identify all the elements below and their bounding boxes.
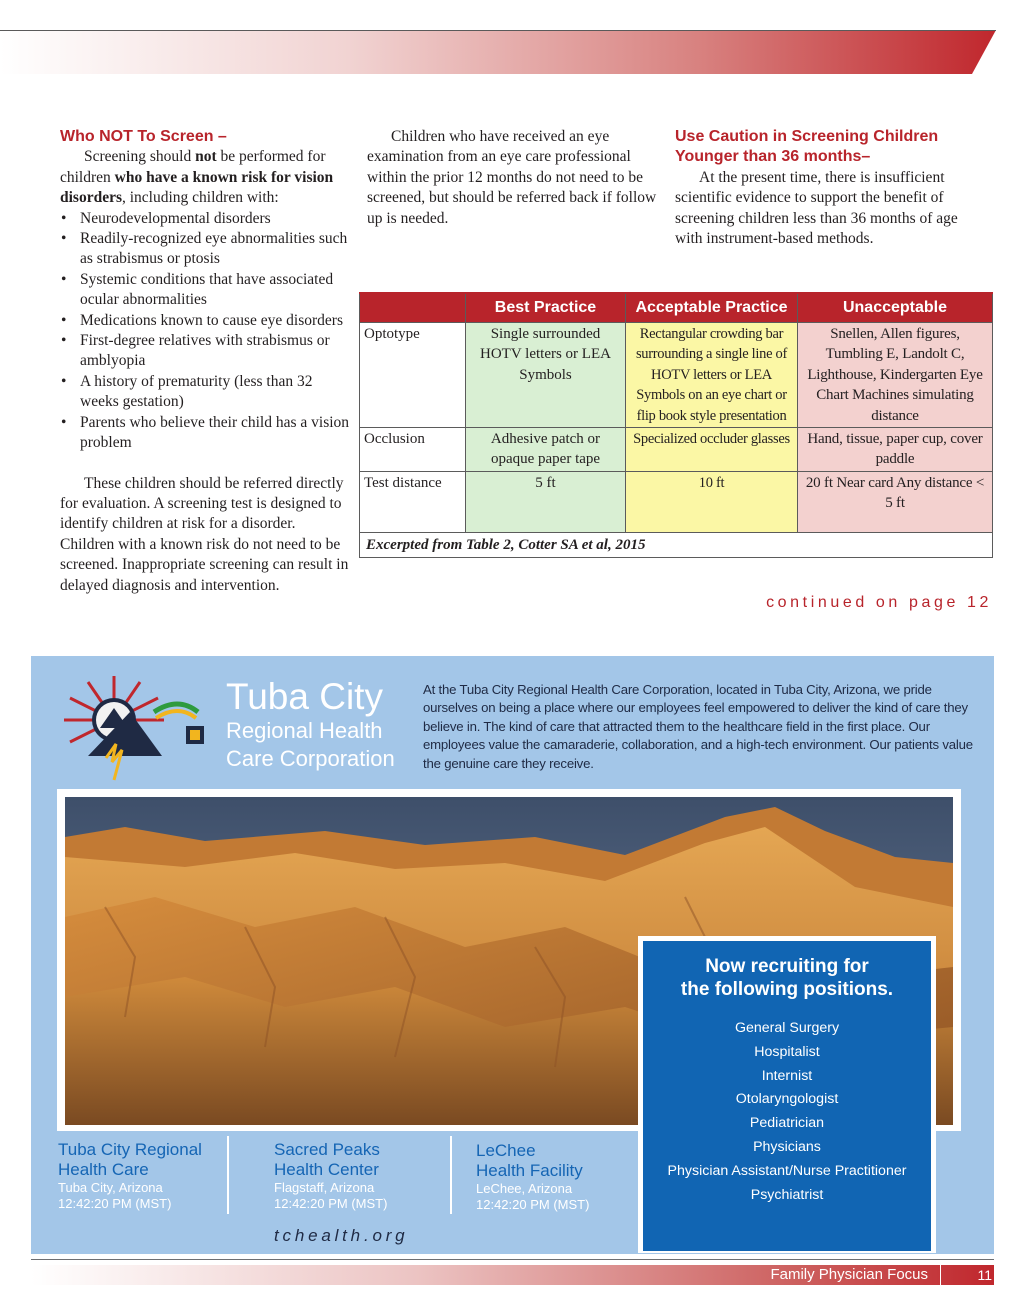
location-city: Tuba City, Arizona [58, 1180, 163, 1195]
ad-blurb: At the Tuba City Regional Health Care Corporation, located in Tuba City, Arizona, we pride ourselves on being a place where our employees feel empowered to deliver the kind of care they believe in. The kind of care that attracted them to the healthcare field in the first place. Our employees value the camaraderie, collaboration, and a high-tech environment. Our patients value the genuine care they receive. [423, 682, 973, 771]
location-name: LeChee [476, 1141, 536, 1160]
list-item: Physician Assistant/Nurse Practitioner [667, 1162, 907, 1179]
caution-paragraph: At the present time, there is insufficient scientific evidence to support the benefit of screening children less than 36 months of age with instrument-based methods. [675, 168, 958, 248]
list-item: Hospitalist [754, 1043, 820, 1060]
list-item: • A history of prematurity (less than 32 weeks gestation) [60, 372, 350, 413]
list-item: • Systemic conditions that have associated ocular abnormalities [60, 270, 350, 311]
intro-text: Screening should [84, 148, 196, 166]
location-name-2: Health Center [274, 1160, 379, 1179]
location-time: 12:42:20 PM (MST) [274, 1196, 388, 1211]
list-item: Psychiatrist [750, 1186, 824, 1203]
location-city: LeChee, Arizona [476, 1181, 573, 1196]
footer-divider [940, 1265, 941, 1285]
intro-paragraph [60, 147, 350, 208]
intro-text-2: be performed for children [60, 148, 326, 186]
right-column [675, 127, 975, 249]
ad-title [226, 677, 395, 773]
row-label: Optotype [360, 323, 466, 428]
recruiting-box [643, 941, 931, 1251]
list-item: • First-degree relatives with strabismus or amblyopia [60, 331, 350, 372]
continued-link[interactable]: continued on page 12 [766, 594, 992, 611]
website-link[interactable]: tchealth.org [274, 1226, 409, 1245]
list-item: • Readily-recognized eye abnormalities such as strabismus or ptosis [60, 229, 350, 270]
risk-list [60, 209, 350, 454]
divider [227, 1136, 229, 1214]
location-name: Sacred Peaks [274, 1140, 380, 1159]
best-cell: Single surrounded HOTV letters or LEA Symbols [466, 323, 626, 428]
unacceptable-cell: Snellen, Allen figures, Tumbling E, Landolt C, Lighthouse, Kindergarten Eye Chart Machines simulating distance [798, 323, 993, 428]
location-name: Tuba City Regional [58, 1140, 202, 1159]
best-cell: Adhesive patch or opaque paper tape [466, 428, 626, 472]
positions-list [643, 1017, 931, 1207]
list-item: Pediatrician [749, 1115, 825, 1132]
location-time: 12:42:20 PM (MST) [58, 1196, 172, 1211]
list-item: • Medications known to cause eye disorders [60, 311, 350, 331]
divider [450, 1136, 452, 1214]
recruiting-title [643, 955, 931, 1001]
recruiting-title-line2: the following positions. [680, 979, 894, 1000]
middle-paragraph: Children who have received an eye examination from an eye care professional within the prior 12 months do not need to be screened, but should be referred back if follow up is needed. [367, 128, 657, 227]
best-cell: 5 ft [466, 471, 626, 532]
table-row [360, 471, 993, 532]
header-unacceptable: Unacceptable [798, 293, 993, 323]
row-label: Test distance [360, 471, 466, 532]
intro-bold: who have a known risk for vision disorders [60, 168, 334, 207]
ad-title-line1: Tuba City [226, 676, 383, 717]
table-row [360, 323, 993, 428]
list-item: • Parents who believe their child has a vision problem [60, 413, 350, 454]
table-header-blank [360, 293, 466, 323]
ad-title-line2: Regional Health [226, 718, 383, 743]
screening-practices-table [359, 292, 993, 558]
closing-paragraph: These children should be referred directly for evaluation. A screening test is designed to identify children at risk for a disorder. Children with a known risk do not need to be screened. Inappropriate screening can result in delayed diagnosis and intervention. [60, 474, 349, 594]
who-not-to-screen-heading: Who NOT To Screen – [60, 128, 227, 145]
location-tuba-city [58, 1140, 228, 1212]
recruiting-title-line1: Now recruiting for [705, 956, 869, 977]
acceptable-cell: 10 ft [626, 471, 798, 532]
intro-text-3: , including children with: [122, 189, 279, 207]
location-sacred-peaks [274, 1140, 444, 1212]
list-item: Otolaryngologist [735, 1091, 839, 1108]
acceptable-cell: Specialized occluder glasses [626, 428, 798, 472]
list-item: General Surgery [734, 1020, 840, 1036]
list-item: Internist [761, 1067, 813, 1084]
left-column [60, 127, 350, 596]
acceptable-cell: Rectangular crowding bar surrounding a single line of HOTV letters or LEA Symbols on an eye chart or flip book style presentation [626, 323, 798, 428]
list-item: • Neurodevelopmental disorders [60, 209, 350, 229]
list-item: Physicians [753, 1138, 821, 1155]
caution-heading: Use Caution in Screening Children Younger than 36 months– [675, 128, 939, 166]
location-time: 12:42:20 PM (MST) [476, 1197, 590, 1212]
unacceptable-cell: Hand, tissue, paper cup, cover paddle [798, 428, 993, 472]
footer-rule [31, 1259, 994, 1260]
intro-not: not [195, 148, 217, 166]
row-label: Occlusion [360, 428, 466, 472]
ad-title-line3: Care Corporation [226, 746, 395, 771]
sun-mountain-logo-icon [58, 668, 218, 786]
page-number: 11 [977, 1267, 992, 1283]
header-acceptable-practice: Acceptable Practice [626, 293, 798, 323]
unacceptable-cell: 20 ft Near card Any distance < 5 ft [798, 471, 993, 532]
table-row [360, 428, 993, 472]
table-caption: Excerpted from Table 2, Cotter SA et al, 2015 [360, 532, 993, 557]
middle-column [367, 127, 659, 229]
location-name-2: Health Care [58, 1160, 149, 1179]
location-name-2: Health Facility [476, 1161, 583, 1180]
location-city: Flagstaff, Arizona [274, 1180, 375, 1195]
location-lechee [476, 1141, 636, 1213]
publication-name: Family Physician Focus [770, 1266, 928, 1283]
header-best-practice: Best Practice [466, 293, 626, 323]
header-banner [0, 30, 996, 74]
